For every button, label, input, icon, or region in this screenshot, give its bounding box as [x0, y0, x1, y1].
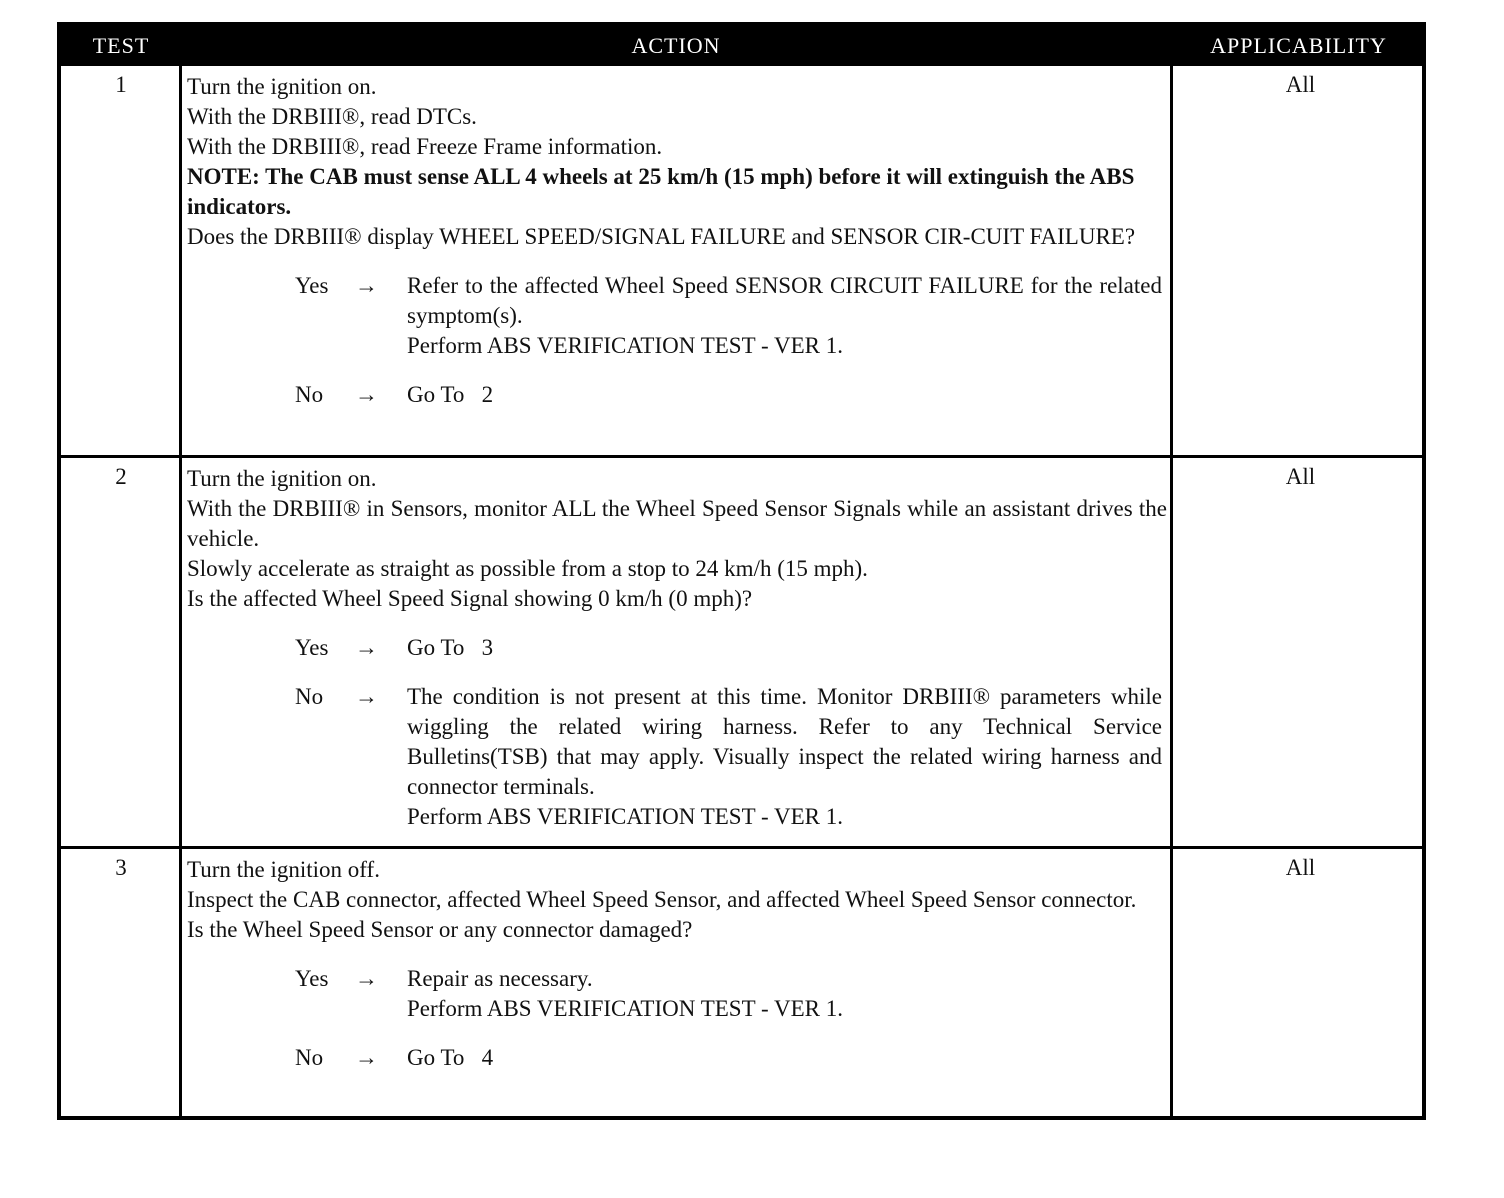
action-line: With the DRBIII®, read Freeze Frame information. — [187, 134, 663, 159]
action-line: Is the affected Wheel Speed Signal showing 0 km/h (0 mph)? — [187, 586, 753, 611]
table-row — [61, 66, 1422, 455]
arrow-icon: → — [355, 1045, 378, 1070]
action-cell — [187, 72, 1167, 410]
yes-label: Yes — [295, 635, 329, 660]
action-cell — [187, 464, 1167, 832]
yes-text: Go To 3 — [407, 635, 494, 660]
table-row — [61, 849, 1422, 1119]
header-applicability: APPLICABILITY — [1210, 33, 1387, 58]
applicability-value: All — [1285, 72, 1316, 97]
action-line: With the DRBIII® in Sensors, monitor ALL the Wheel Speed Sensor Signals while an assistant drives the vehicle. — [187, 496, 1167, 551]
action-line: Slowly accelerate as straight as possible from a stop to 24 km/h (15 mph). — [187, 556, 868, 581]
table-row — [61, 458, 1422, 846]
yes-text: Repair as necessary. — [407, 966, 593, 991]
no-label: No — [295, 382, 324, 407]
test-number: 2 — [115, 464, 127, 489]
action-line: Turn the ignition off. — [187, 857, 380, 882]
no-label: No — [295, 1045, 324, 1070]
no-text-2: Perform ABS VERIFICATION TEST - VER 1. — [407, 804, 843, 829]
applicability-value: All — [1285, 855, 1316, 880]
arrow-icon: → — [355, 382, 378, 407]
arrow-icon: → — [355, 273, 378, 298]
yes-text: Refer to the affected Wheel Speed SENSOR CIRCUIT FAILURE for the related symptom(s). — [407, 273, 1162, 328]
yes-label: Yes — [295, 273, 329, 298]
action-cell — [187, 855, 1167, 1073]
action-line: Is the Wheel Speed Sensor or any connector damaged? — [187, 917, 693, 942]
yes-response — [187, 964, 1167, 1024]
header-test: TEST — [92, 33, 150, 58]
no-label: No — [295, 684, 324, 709]
no-response — [187, 1043, 1167, 1073]
yes-text-2: Perform ABS VERIFICATION TEST - VER 1. — [407, 996, 843, 1021]
action-line: Turn the ignition on. — [187, 466, 377, 491]
arrow-icon: → — [355, 684, 378, 709]
header-action: ACTION — [631, 33, 721, 58]
test-number: 1 — [115, 72, 127, 97]
applicability-value: All — [1285, 464, 1316, 489]
yes-response — [187, 271, 1167, 361]
action-line: Inspect the CAB connector, affected Wheel Speed Sensor, and affected Wheel Speed Sensor connector. — [187, 887, 1137, 912]
arrow-icon: → — [355, 966, 378, 991]
yes-response — [187, 633, 1167, 663]
question-text: Does the DRBIII® display WHEEL SPEED/SIGNAL FAILURE and SENSOR CIR-CUIT FAILURE? — [187, 224, 1136, 249]
arrow-icon: → — [355, 635, 378, 660]
no-response — [187, 682, 1167, 832]
no-text: Go To 2 — [407, 382, 494, 407]
no-text: Go To 4 — [407, 1045, 494, 1070]
test-number: 3 — [115, 855, 127, 880]
table-header — [61, 26, 1422, 66]
diagnostic-test-table — [57, 22, 1426, 1120]
no-response — [187, 380, 1167, 410]
action-line: Turn the ignition on. — [187, 74, 377, 99]
yes-label: Yes — [295, 966, 329, 991]
action-line: With the DRBIII®, read DTCs. — [187, 104, 477, 129]
no-text: The condition is not present at this time. Monitor DRBIII® parameters while wiggling the related wiring harness. Refer to any Technical Service Bulletins(TSB) that may apply. Visually inspect the related wiring harness and connector terminals. — [407, 684, 1162, 799]
note-text: NOTE: The CAB must sense ALL 4 wheels at 25 km/h (15 mph) before it will extinguish the ABS indicators. — [187, 164, 1135, 219]
yes-text-2: Perform ABS VERIFICATION TEST - VER 1. — [407, 333, 843, 358]
